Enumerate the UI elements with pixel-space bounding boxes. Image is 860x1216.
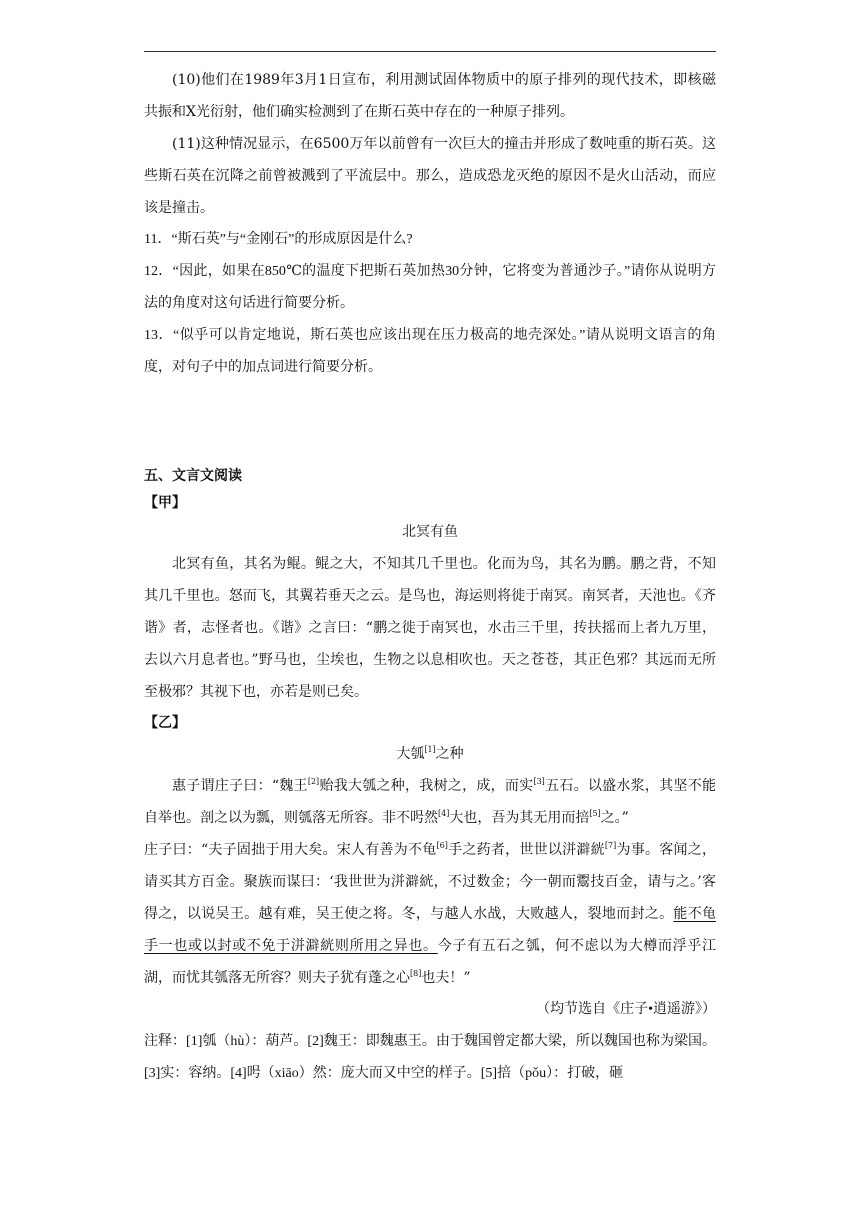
yi-paragraph-1 bbox=[144, 770, 716, 834]
text-run: 庄子曰：“夫子固拙于用大矣。宋人有善为不龟 bbox=[144, 842, 437, 858]
text-run: 之。” bbox=[600, 810, 629, 826]
text-run: 惠子谓庄子曰：“魏王 bbox=[172, 778, 308, 794]
yi-title bbox=[144, 738, 716, 770]
yi-title-text: 大瓠 bbox=[396, 746, 425, 762]
text-run: 今子有五石之瓠，何不虑以为大樽而浮乎江湖，而忧其瓠落无所容？则夫子犹有蓬之心 bbox=[144, 938, 717, 986]
spacer bbox=[144, 384, 716, 462]
jia-text: 北冥有鱼，其名为鲲。鲲之大，不知其几千里也。化而为鸟，其名为鹏。鹏之背，不知其几千里也。怒而飞，其翼若垂天之云。是鸟也，海运则将徙于南冥。南冥者，天池也。《齐谐》者，志怪者也。《谐》之言曰：“鹏之徙于南冥也，水击三千里，抟扶摇而上者九万里，去以六月息者也。”野马也，尘埃也，生物之以息相吹也。天之苍苍，其正色邪？其远而无所至极邪？其视下也，亦若是则已矣。 bbox=[144, 556, 716, 700]
underlined-sentence: 能不龟手一也或以封或不免于洴澼絖则所用之异也。 bbox=[144, 906, 717, 954]
footnote-ref: [4] bbox=[438, 809, 450, 818]
footnote-ref: [1] bbox=[424, 745, 436, 754]
question-13: 13．“似乎可以肯定地说，斯石英也应该出现在压力极高的地壳深处。”请从说明文语言的角度，对句子中的加点词进行简要分析。 bbox=[144, 328, 716, 375]
yi-paragraph-2 bbox=[144, 834, 716, 994]
question-12: 12．“因此，如果在850℃的温度下把斯石英加热30分钟，它将变为普通沙子。”请你从说明方法的角度对这句话进行简要分析。 bbox=[144, 264, 716, 311]
footnote-ref: [8] bbox=[410, 969, 422, 978]
jia-title: 北冥有鱼 bbox=[402, 524, 458, 540]
text-run: 大也，吾为其无用而掊 bbox=[449, 810, 590, 826]
footnote-ref: [6] bbox=[436, 841, 448, 850]
footnote-ref: [3] bbox=[533, 777, 545, 786]
annotations: 注释：[1]瓠（hù）：葫芦。[2]魏王：即魏惠王。由于魏国曾定都大梁，所以魏国也称为梁国。[3]实：容纳。[4]呺（xiāo）然：庞大而又中空的样子。[5]掊（pǒu）：打破，砸 bbox=[144, 1034, 716, 1081]
text-run: 五石。以盛水浆，其坚不能自举也。剖之以为瓢，则瓠落无所容。非不呺然 bbox=[144, 778, 716, 826]
question-11: 11．“斯石英”与“金刚石”的形成原因是什么? bbox=[144, 232, 413, 247]
footnote-ref: [5] bbox=[589, 809, 601, 818]
text-run: 手之药者，世世以洴澼絖 bbox=[447, 842, 605, 858]
reading-paragraph-11: (11)这种情况显示，在6500万年以前曾有一次巨大的撞击并形成了数吨重的斯石英。这些斯石英在沉降之前曾被溅到了平流层中。那么，造成恐龙灭绝的原因不是火山活动，而应该是撞击。 bbox=[144, 136, 716, 216]
footnote-ref: [2] bbox=[307, 777, 320, 786]
yi-title-text: 之种 bbox=[435, 746, 464, 762]
source-citation: （均节选自《庄子•逍遥游》） bbox=[536, 1002, 716, 1017]
reading-paragraph-10: (10)他们在1989年3月1日宣布，利用测试固体物质中的原子排列的现代技术，即核磁共振和X光衍射，他们确实检测到了在斯石英中存在的一种原子排列。 bbox=[144, 72, 716, 120]
document-page bbox=[144, 60, 716, 1090]
text-run: 也夫！” bbox=[421, 970, 471, 986]
text-run: 贻我大瓠之种，我树之，成，而实 bbox=[319, 778, 534, 794]
text-run: 为事。客闻之，请买其方百金。聚族而谋曰：‘我世世为洴澼絖，不过数金；今一朝而鬻技百金，请与之。’客得之，以说吴王。越有难，吴王使之将。冬，与越人水战，大败越人，裂地而封之。 bbox=[144, 842, 717, 922]
header-rule bbox=[144, 51, 716, 52]
footnote-ref: [7] bbox=[604, 841, 617, 850]
section-title: 五、文言文阅读 bbox=[144, 468, 242, 484]
jia-label: 【甲】 bbox=[144, 495, 186, 511]
yi-label: 【乙】 bbox=[144, 715, 186, 731]
